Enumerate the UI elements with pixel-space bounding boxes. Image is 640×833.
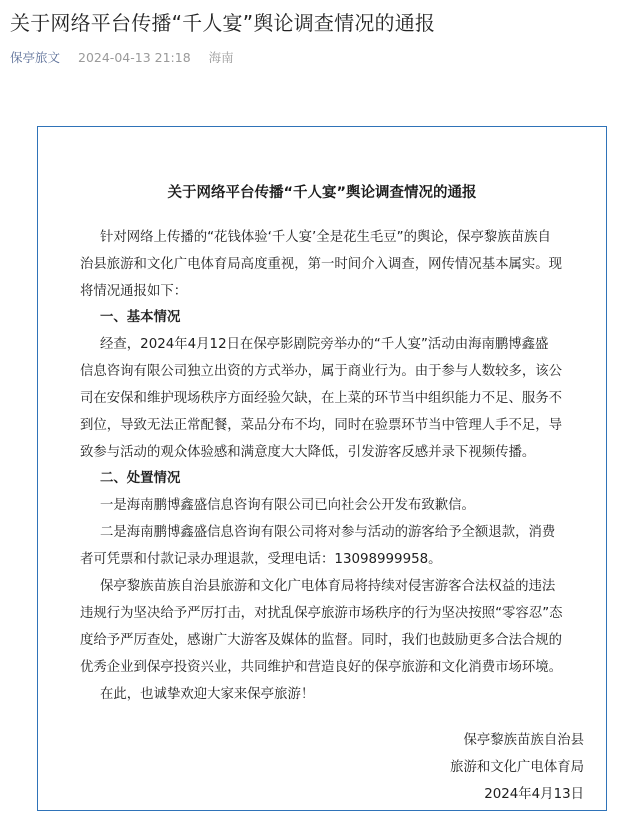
article-meta [10, 49, 234, 67]
paragraph-line: 针对网络上传播的“花钱体验‘千人宴’全是花生毛豆”的舆论，保亭黎族苗族自 [100, 230, 551, 245]
paragraph-line: 司在安保和维护现场秩序方面经验欠缺，在上菜的环节当中组织能力不足、服务不 [80, 391, 563, 406]
paragraph-line: 到位，导致无法正常配餐，菜品分布不均，同时在验票环节当中管理人手不足，导 [80, 418, 563, 433]
notice-title: 关于网络平台传播“千人宴”舆论调查情况的通报 [167, 185, 477, 201]
signature-org-line1: 保亭黎族苗族自治县 [463, 733, 584, 748]
paragraph-line: 者可凭票和付款记录办理退款，受理电话：13098999958。 [80, 552, 442, 567]
paragraph-line: 违规行为坚决给予严厉打击，对扰乱保亭旅游市场秩序的行为坚决按照“零容忍”态 [80, 606, 563, 621]
paragraph-line: 治县旅游和文化广电体育局高度重视，第一时间介入调查，网传情况基本属实。现 [80, 257, 563, 272]
account-name-link[interactable]: 保亭旅文 [10, 50, 61, 65]
section-heading-basic: 一、基本情况 [100, 310, 181, 325]
paragraph-line: 信息咨询有限公司独立出资的方式举办，属于商业行为。由于参与人数较多，该公 [80, 364, 563, 379]
paragraph-line: 致参与活动的观众体验感和满意度大大降低，引发游客反感并录下视频传播。 [80, 445, 536, 460]
paragraph-line: 优秀企业到保亭投资兴业，共同维护和营造良好的保亭旅游和文化消费市场环境。 [80, 660, 563, 675]
paragraph-line: 二是海南鹏博鑫盛信息咨询有限公司将对参与活动的游客给予全额退款，消费 [100, 525, 556, 540]
signature-date: 2024年4月13日 [484, 787, 584, 802]
article-title: 关于网络平台传播“千人宴”舆论调查情况的通报 [10, 11, 436, 35]
paragraph-line: 度给予严厉查处，感谢广大游客及媒体的监督。同时，我们也鼓励更多合法合规的 [80, 633, 563, 648]
signature-org-line2: 旅游和文化广电体育局 [450, 760, 584, 775]
paragraph-line: 经查，2024年4月12日在保亭影剧院旁举办的“千人宴”活动由海南鹏博鑫盛 [100, 337, 549, 352]
paragraph-line: 在此，也诚挚欢迎大家来保亭旅游！ [100, 687, 315, 702]
paragraph-line: 将情况通报如下： [80, 284, 188, 299]
section-heading-handling: 二、处置情况 [100, 471, 181, 486]
paragraph-line: 保亭黎族苗族自治县旅游和文化广电体育局将持续对侵害游客合法权益的违法 [100, 579, 556, 594]
publish-location: 海南 [208, 50, 234, 65]
notice-image [37, 126, 607, 811]
publish-datetime: 2024-04-13 21:18 [78, 50, 191, 65]
paragraph-line: 一是海南鹏博鑫盛信息咨询有限公司已向社会公开发布致歉信。 [100, 498, 475, 513]
